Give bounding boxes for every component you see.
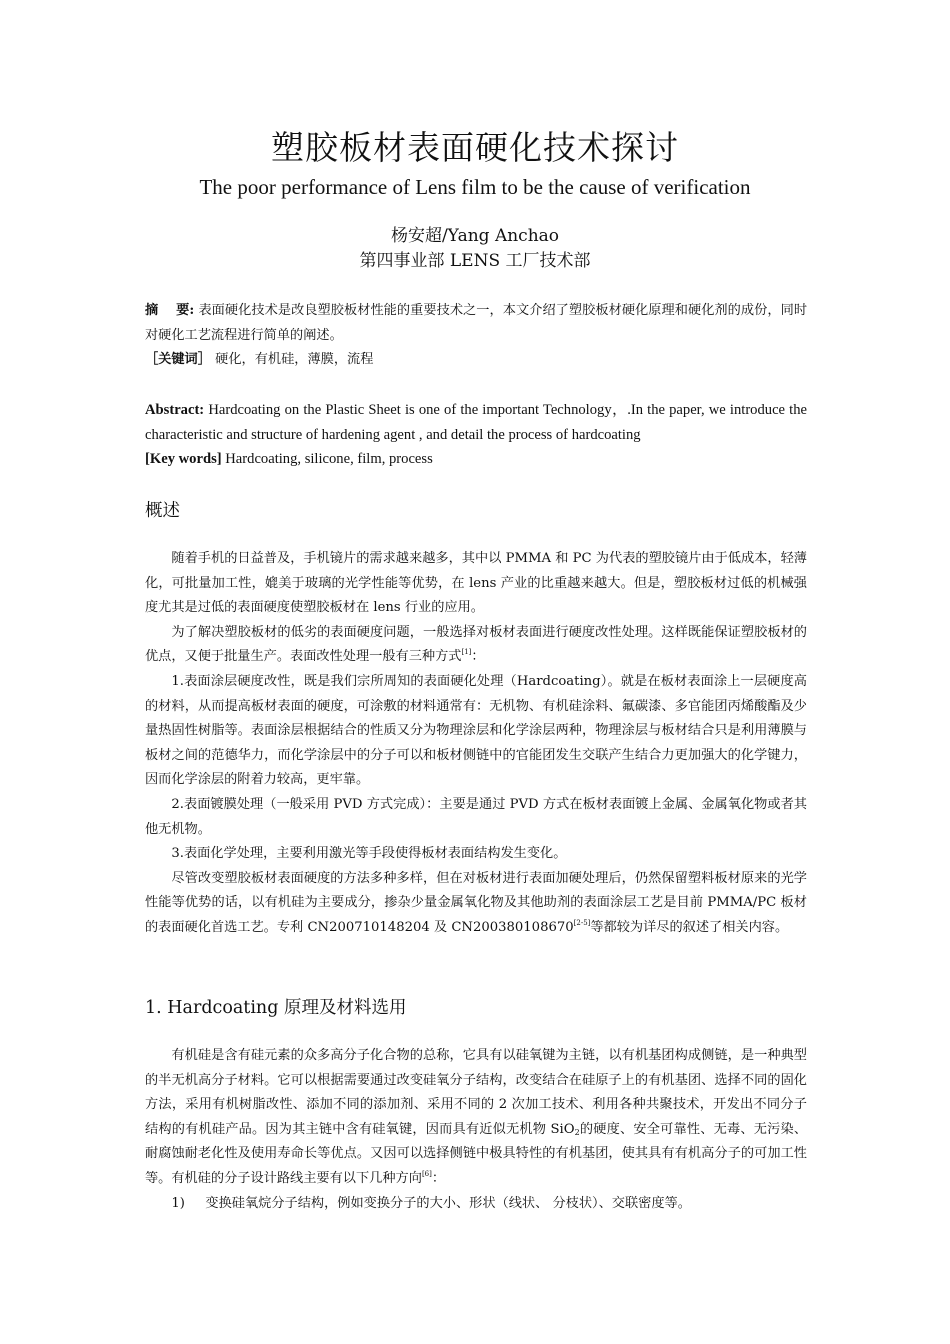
paper-title-en: The poor performance of Lens film to be the cause of verification: [199, 175, 751, 199]
overview-paragraph-6-tail: 等都较为详尽的叙述了相关内容。: [590, 919, 789, 935]
abstract-en-label: Abstract:: [145, 402, 205, 418]
section-heading-1: 1. Hardcoating 原理及材料选用: [145, 998, 407, 1018]
abstract-cn: [145, 299, 807, 348]
keywords-cn-text: 硬化，有机硅，薄膜，流程: [215, 352, 374, 368]
overview-body: [145, 547, 807, 941]
overview-paragraph-3: 1.表面涂层硬度改性，既是我们宗所周知的表面硬化处理（Hardcoating）。就是在板材表面涂上一层硬度高的材料，从而提高板材表面的硬度，可涂敷的材料通常有：无机物、有机硅涂料、氟碳漆、多官能团丙烯酸酯及少量热固性树脂等。表面涂层根据结合的性质又分为物理涂层和化学涂层两种，物理涂层与板材结合只是利用薄膜与板材之间的范德华力，而化学涂层中的分子可以和板材侧链中的官能团发生交联产生结合力更加强大的化学键力，因而化学涂层的附着力较高，更牢靠。: [145, 673, 807, 788]
abstract-en-block: [145, 398, 807, 472]
section-heading-overview: 概述: [145, 501, 180, 521]
list-item: [145, 1192, 807, 1217]
citation-ref: [2-5]: [573, 918, 591, 927]
abstract-cn-text: 表面硬化技术是改良塑胶板材性能的重要技术之一，本文介绍了塑胶板材硬化原理和硬化剂的成份，同时对硬化工艺流程进行简单的阐述。: [145, 303, 808, 343]
abstract-cn-block: [145, 299, 807, 373]
abstract-en: [145, 398, 807, 447]
keywords-cn-label: ［关键词］: [145, 352, 211, 368]
overview-paragraph-6: [145, 867, 807, 941]
overview-paragraph-6-text: 尽管改变塑胶板材表面硬度的方法多种多样，但在对板材进行表面加硬处理后，仍然保留塑料板材原来的光学性能等优势的话，以有机硅为主要成分，掺杂少量金属氧化物及其他助剂的表面涂层工艺是目前 PMMA/PC 板材的表面硬化首选工艺。专利 CN200710148204 及 CN200380108670: [145, 870, 807, 935]
overview-paragraph-2: [145, 621, 807, 670]
section-1-paragraph-1-text-b: 的硬度、安全可靠性、无毒、无污染、耐腐蚀耐老化性及使用寿命长等优点。又因可以选择侧链中极具特性的有机基团，使其具有有机高分子的可加工性等。有机硅的分子设计路线主要有以下几种方向: [145, 1121, 808, 1186]
author-department: 第四事业部 LENS 工厂技术部: [359, 251, 591, 271]
list-item-number: 1): [171, 1195, 185, 1211]
citation-ref: [1]: [461, 648, 472, 657]
abstract-cn-label: 摘 要:: [145, 303, 195, 318]
overview-paragraph-2-text: 为了解决塑胶板材的低劣的表面硬度问题，一般选择对板材表面进行硬度改性处理。这样既能保证塑胶板材的优点，又便于批量生产。表面改性处理一般有三种方式: [145, 624, 807, 665]
author-name: 杨安超/Yang Anchao: [390, 226, 560, 246]
subscript: 2: [574, 1127, 580, 1137]
keywords-en-text: Hardcoating, silicone, film, process: [225, 451, 433, 468]
keywords-en-label: [Key words]: [145, 451, 222, 468]
citation-ref: [6]: [421, 1169, 432, 1178]
list-item-text: 变换硅氧烷分子结构，例如变换分子的大小、形状（线状、 分枝状）、交联密度等。: [205, 1195, 691, 1211]
overview-paragraph-5: 3.表面化学处理，主要利用激光等手段使得板材表面结构发生变化。: [171, 846, 567, 862]
paper-title-cn: 塑胶板材表面硬化技术探讨: [271, 128, 679, 167]
overview-paragraph-4: 2.表面镀膜处理（一般采用 PVD 方式完成）：主要是通过 PVD 方式在板材表面镀上金属、金属氧化物或者其他无机物。: [145, 796, 807, 837]
keywords-cn: [145, 348, 807, 373]
overview-paragraph-2-tail: ：: [471, 649, 485, 665]
overview-paragraph-1: 随着手机的日益普及，手机镜片的需求越来越多，其中以 PMMA 和 PC 为代表的塑胶镜片由于低成本，轻薄化，可批量加工性，媲美于玻璃的光学性能等优势，在 lens 产业的比重越来越大。但是，塑胶板材过低的机械强度尤其是过低的表面硬度使塑胶板材在 lens 行业的应用。: [145, 551, 807, 616]
section-1-paragraph-1-tail: ：: [431, 1170, 446, 1186]
section-1-body: [145, 1044, 807, 1216]
keywords-en: [145, 447, 807, 472]
section-1-paragraph-1-text-a: 有机硅是含有硅元素的众多高分子化合物的总称，它具有以硅氧键为主链，以有机基团构成侧链，是一种典型的半无机高分子材料。它可以根据需要通过改变硅氧分子结构，改变结合在硅原子上的有机基团、选择不同的固化方法，采用有机树脂改性、添加不同的添加剂、采用不同的 2 次加工技术、利用各种共聚技术，开发出不同分子结构的有机硅产品。因为其主链中含有硅氧键，因而具有近似无机物 SiO: [145, 1048, 807, 1137]
abstract-en-text: Hardcoating on the Plastic Sheet is one of the important Technology，.In the paper, we introduce the characteristic and structure of hardening agent , and detail the process of hardcoating: [145, 402, 807, 443]
section-1-paragraph-1: [145, 1044, 807, 1192]
